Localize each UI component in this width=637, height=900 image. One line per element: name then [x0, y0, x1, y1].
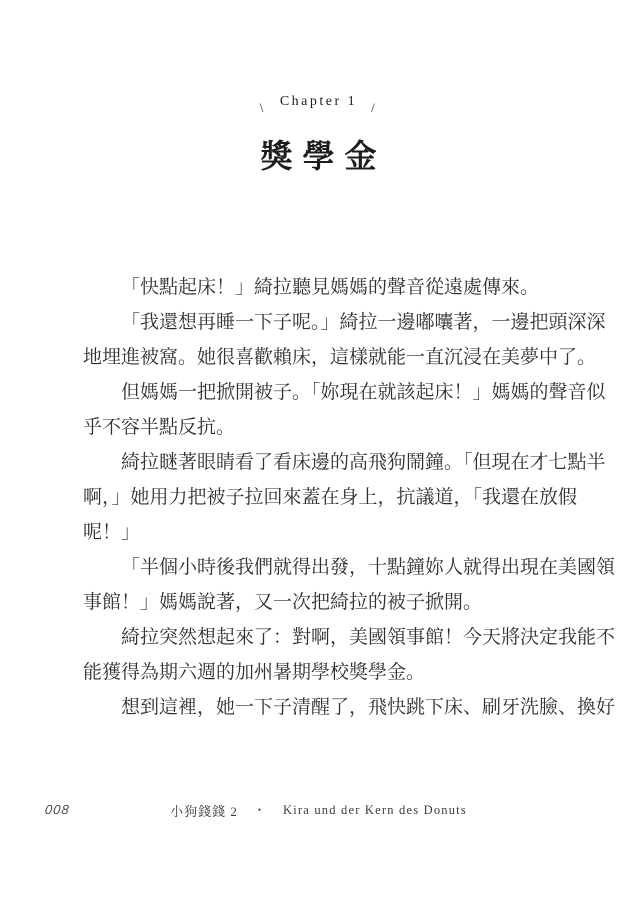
body-line: 綺拉突然想起來了：對啊，美國領事館！今天將決定我能不 [121, 627, 616, 648]
body-line: 事館！」媽媽說著，又一次把綺拉的被子掀開。 [83, 592, 483, 613]
book-subtitle: Kira und der Kern des Donuts [283, 803, 467, 817]
page-number: 008 [44, 802, 71, 817]
footer [0, 801, 637, 821]
chapter-label: Chapter 1 [279, 94, 358, 109]
footer-center [0, 801, 637, 820]
chapter-header [0, 94, 637, 115]
body-line: 綺拉瞇著眼睛看了看床邊的高飛狗鬧鐘。「但現在才七點半 [121, 452, 606, 473]
body-line: 「半個小時後我們就得出發，十點鐘妳人就得出現在美國領 [121, 557, 616, 578]
body-line: 想到這裡，她一下子清醒了，飛快跳下床、刷牙洗臉、換好 [121, 697, 616, 718]
chapter-tick-left-icon: \ [259, 100, 266, 115]
body-line: 「我還想再睡一下子呢。」綺拉一邊嘟囔著，一邊把頭深深 [121, 312, 606, 333]
body-line: 但媽媽一把掀開被子。「妳現在就該起床！」媽媽的聲音似 [121, 382, 606, 403]
body-line: 「快點起床！」綺拉聽見媽媽的聲音從遠處傳來。 [121, 277, 540, 298]
body-line: 呢！」 [83, 522, 141, 543]
body-text [83, 270, 616, 725]
body-line: 啊，」她用力把被子拉回來蓋在身上，抗議道，「我還在放假 [83, 487, 578, 508]
book-title: 小狗錢錢 2 [170, 804, 238, 819]
body-line: 能獲得為期六週的加州暑期學校獎學金。 [83, 662, 426, 683]
dot-separator-icon: • [257, 804, 261, 815]
body-line: 乎不容半點反抗。 [83, 417, 236, 438]
chapter-tick-right-icon: / [371, 100, 378, 115]
chapter-title: 獎學金 [260, 138, 387, 174]
body-line: 地埋進被窩。她很喜歡賴床，這樣就能一直沉浸在美夢中了。 [83, 347, 597, 368]
